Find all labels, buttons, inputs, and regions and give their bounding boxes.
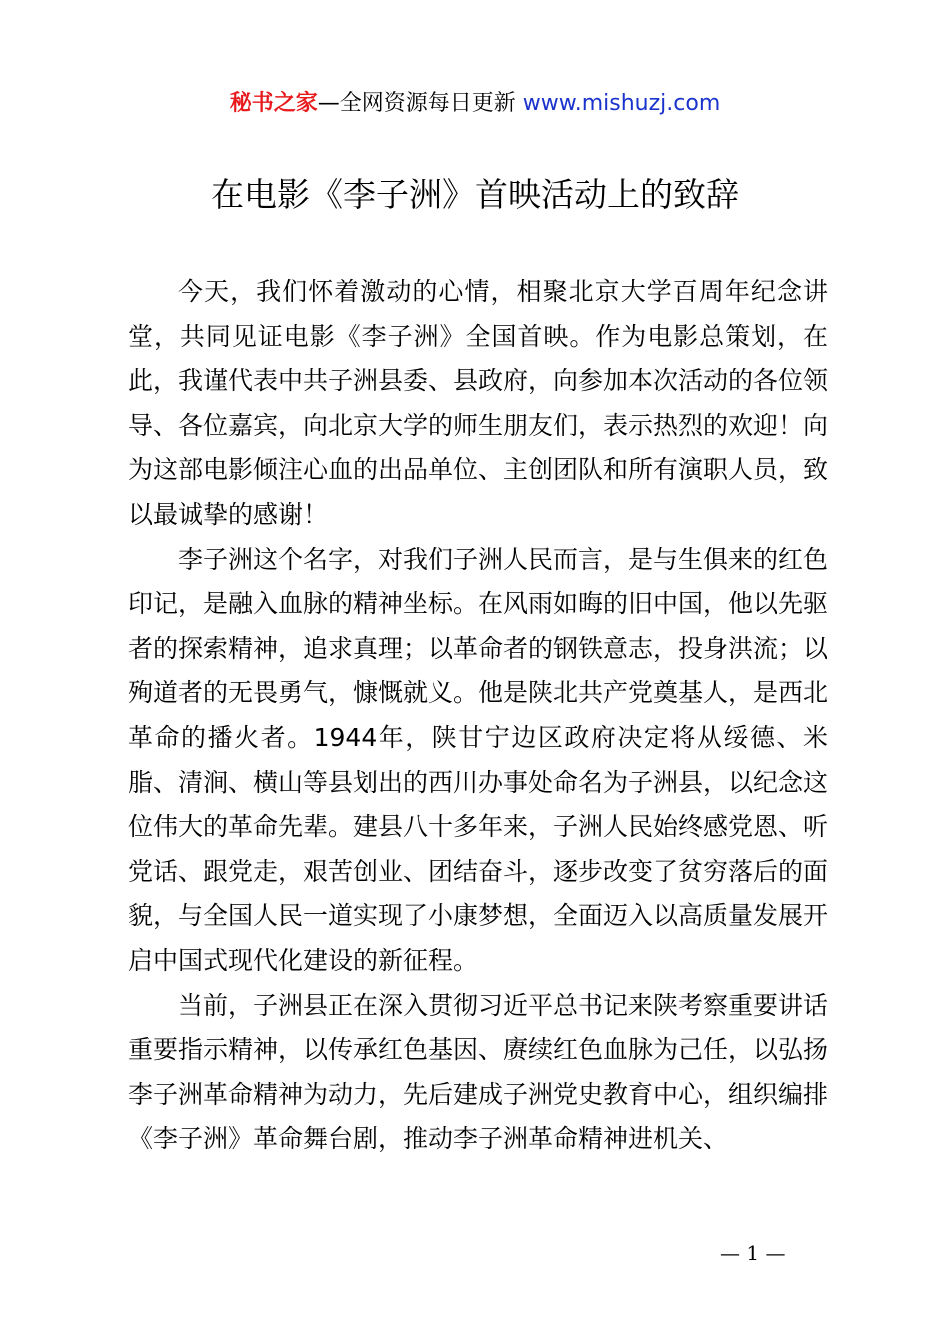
document-title: 在电影《李子洲》首映活动上的致辞 <box>211 175 739 214</box>
page-number: — 1 — <box>720 1241 786 1265</box>
paragraph-2: 李子洲这个名字，对我们子洲人民而言，是与生俱来的红色印记，是融入血脉的精神坐标。在风雨如晦的旧中国，他以先驱者的探索精神，追求真理；以革命者的钢铁意志，投身洪流；以殉道者的无畏勇气，慷慨就义。他是陕北共产党奠基人，是西北革命的播火者。1944年，陕甘宁边区政府决定将从绥德、米脂、清涧、横山等县划出的西川办事处命名为子洲县，以纪念这位伟大的革命先辈。建县八十多年来，子洲人民始终感党恩、听党话、跟党走，艰苦创业、团结奋斗，逐步改变了贫穷落后的面貌，与全国人民一道实现了小康梦想，全面迈入以高质量发展开启中国式现代化建设的新征程。 <box>128 544 829 975</box>
paragraph-1: 今天，我们怀着激动的心情，相聚北京大学百周年纪念讲堂，共同见证电影《李子洲》全国首映。作为电影总策划，在此，我谨代表中共子洲县委、县政府，向参加本次活动的各位领导、各位嘉宾，向北京大学的师生朋友们，表示热烈的欢迎！向为这部电影倾注心血的出品单位、主创团队和所有演职人员，致以最诚挚的感谢！ <box>128 277 829 529</box>
banner-brand: 秘书之家 <box>229 91 318 116</box>
paragraph-3: 当前，子洲县正在深入贯彻习近平总书记来陕考察重要讲话重要指示精神，以传承红色基因、赓续红色血脉为己任，以弘扬李子洲革命精神为动力，先后建成子洲党史教育中心，组织编排《李子洲》革命舞台剧，推动李子洲革命精神进机关、 <box>128 990 829 1154</box>
document-body <box>128 270 828 1162</box>
banner-url-link[interactable]: www.mishuzj.com <box>522 91 721 116</box>
site-banner <box>0 88 950 120</box>
banner-tagline: —全网资源每日更新 <box>317 91 523 116</box>
